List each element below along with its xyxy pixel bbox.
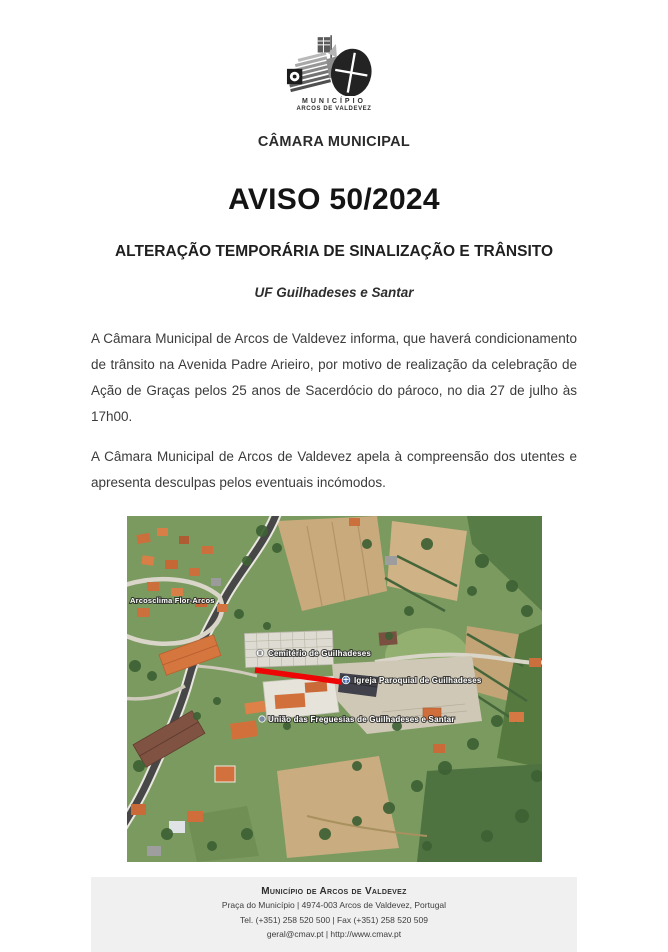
notice-title: AVISO 50/2024	[228, 183, 440, 216]
map-label-parish-union: União das Freguesias de Guilhadeses e Santar	[267, 715, 455, 724]
satellite-map	[127, 516, 542, 862]
footer	[91, 877, 577, 952]
notice-subtitle: ALTERAÇÃO TEMPORÁRIA DE SINALIZAÇÃO E TRÂNSITO	[114, 243, 554, 260]
footer-phone-fax: Tel. (+351) 258 520 500 | Fax (+351) 258 520 509	[240, 914, 428, 925]
parish-map-pin	[258, 716, 264, 722]
map-label-poi-left: Arcosclima Flor-Arcos	[129, 596, 215, 605]
map-label-cemetery: Cemitério de Guilhadeses	[267, 649, 371, 658]
notice-body	[91, 326, 577, 496]
municipal-crest-icon	[286, 34, 382, 96]
footer-email-website: geral@cmav.pt | http://www.cmav.pt	[266, 929, 402, 939]
footer-address: Praça do Município | 4974-003 Arcos de Valdevez, Portugal	[221, 900, 447, 910]
notice-paragraph: A Câmara Municipal de Arcos de Valdevez apela à compreensão dos utentes e apresenta desculpas pelos eventuais incómodos.	[91, 449, 577, 490]
map-label-church: Igreja Paroquial de Guilhadeses	[353, 676, 482, 685]
notice-subject: UF Guilhadeses e Santar	[254, 285, 414, 300]
logo-caption-municipio: MUNICÍPIO	[302, 98, 366, 105]
logo-caption-arcos-de-valdevez: ARCOS DE VALDEVEZ	[296, 106, 372, 112]
church-map-pin	[342, 676, 350, 684]
footer-municipality-name: Município de Arcos de Valdevez	[261, 886, 407, 897]
logo-block	[0, 0, 668, 112]
notice-paragraph: A Câmara Municipal de Arcos de Valdevez informa, que haverá condicionamento de trânsito na Avenida Padre Arieiro, por motivo de realização da celebração de Ação de Graças pelos 25 anos de Sacerdócio do pároco, no dia 27 de julho às 17h00.	[91, 331, 577, 424]
map-figure	[0, 516, 668, 862]
cemetery-map-pin	[256, 649, 264, 657]
department-heading: CÂMARA MUNICIPAL	[257, 134, 411, 150]
